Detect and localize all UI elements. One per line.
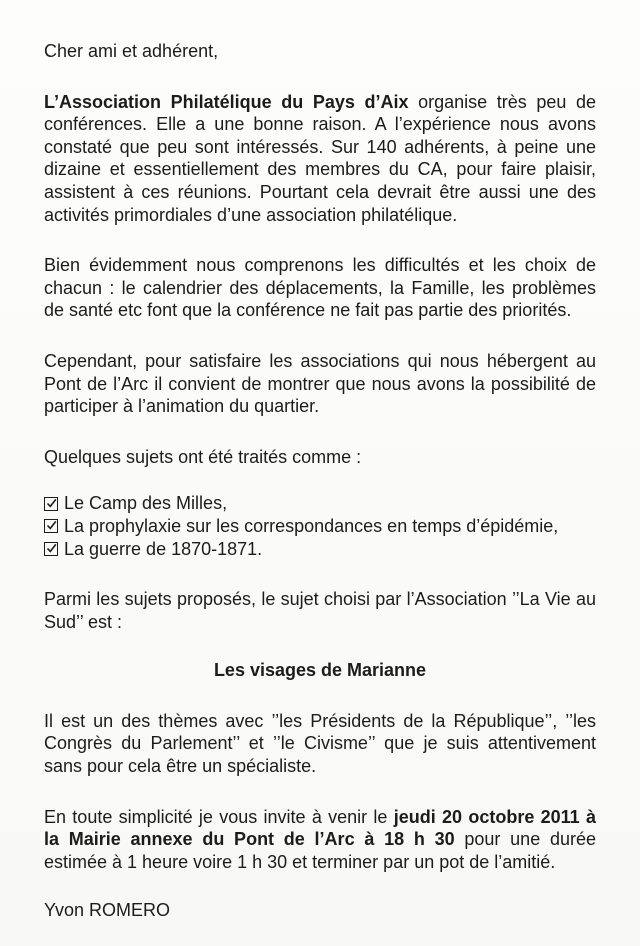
- list-item: [44, 492, 596, 515]
- greeting: Cher ami et adhérent,: [44, 41, 219, 61]
- list-item: [44, 515, 596, 538]
- signature: Yvon ROMERO: [44, 900, 171, 921]
- topic-label: Le Camp des Milles,: [64, 493, 228, 514]
- checked-box-icon: [44, 519, 58, 533]
- invitation-text-start: En toute simplicité je vous invite à venir le: [44, 806, 394, 827]
- paragraph-difficulties: Bien évidemment nous comprenons les difficultés et les choix de chacun : le calendrier des déplacements, la Famille, les problèmes de santé etc font que la conférence ne fait pas partie des priorités.: [44, 255, 596, 321]
- list-item: [44, 538, 596, 561]
- paragraph-intro-text: organise très peu de conférences. Elle a une bonne raison. A l’expérience nous avons constaté que peu sont intéressés. Sur 140 adhérents, à peine une dizaine et essentiellement des membres du CA, pour faire plaisir, assistent à ces réunions. Pourtant cela devrait être aussi une des activités primordiales d’une association philatélique.: [44, 91, 596, 225]
- checked-box-icon: [44, 542, 58, 556]
- paragraph-themes: Il est un des thèmes avec ’’les Présidents de la République’’, ’’les Congrès du Parlement’’ et ’’le Civisme’’ que je suis attentivement sans pour cela être un spécialiste.: [44, 710, 596, 777]
- invitation-text-end: pour une durée estimée à 1 heure voire 1 h 30 et terminer par un pot de l’amitié.: [44, 829, 596, 872]
- topic-label: La guerre de 1870-1871.: [64, 538, 263, 559]
- paragraph-topics-intro: Quelques sujets ont été traités comme :: [44, 446, 362, 467]
- paragraph-animation: Cependant, pour satisfaire les associations qui nous hébergent au Pont de l’Arc il convient de montrer que nous avons la possibilité de participer à l’animation du quartier.: [44, 350, 596, 417]
- topics-list: [44, 492, 596, 560]
- checked-box-icon: [44, 497, 58, 511]
- paragraph-invitation: [44, 806, 596, 874]
- topic-label: La prophylaxie sur les correspondances en temps d’épidémie,: [64, 515, 559, 536]
- conference-title: Les visages de Marianne: [213, 660, 427, 681]
- association-name: L’Association Philatélique du Pays d’Aix: [44, 91, 409, 112]
- paragraph-intro: [44, 91, 596, 227]
- paragraph-chosen-topic: Parmi les sujets proposés, le sujet choisi par l’Association ’’La Vie au Sud’’ est :: [44, 589, 596, 632]
- event-date-location: jeudi 20 octobre 2011 à la Mairie annexe du Pont de l’Arc à 18 h 30: [44, 806, 596, 850]
